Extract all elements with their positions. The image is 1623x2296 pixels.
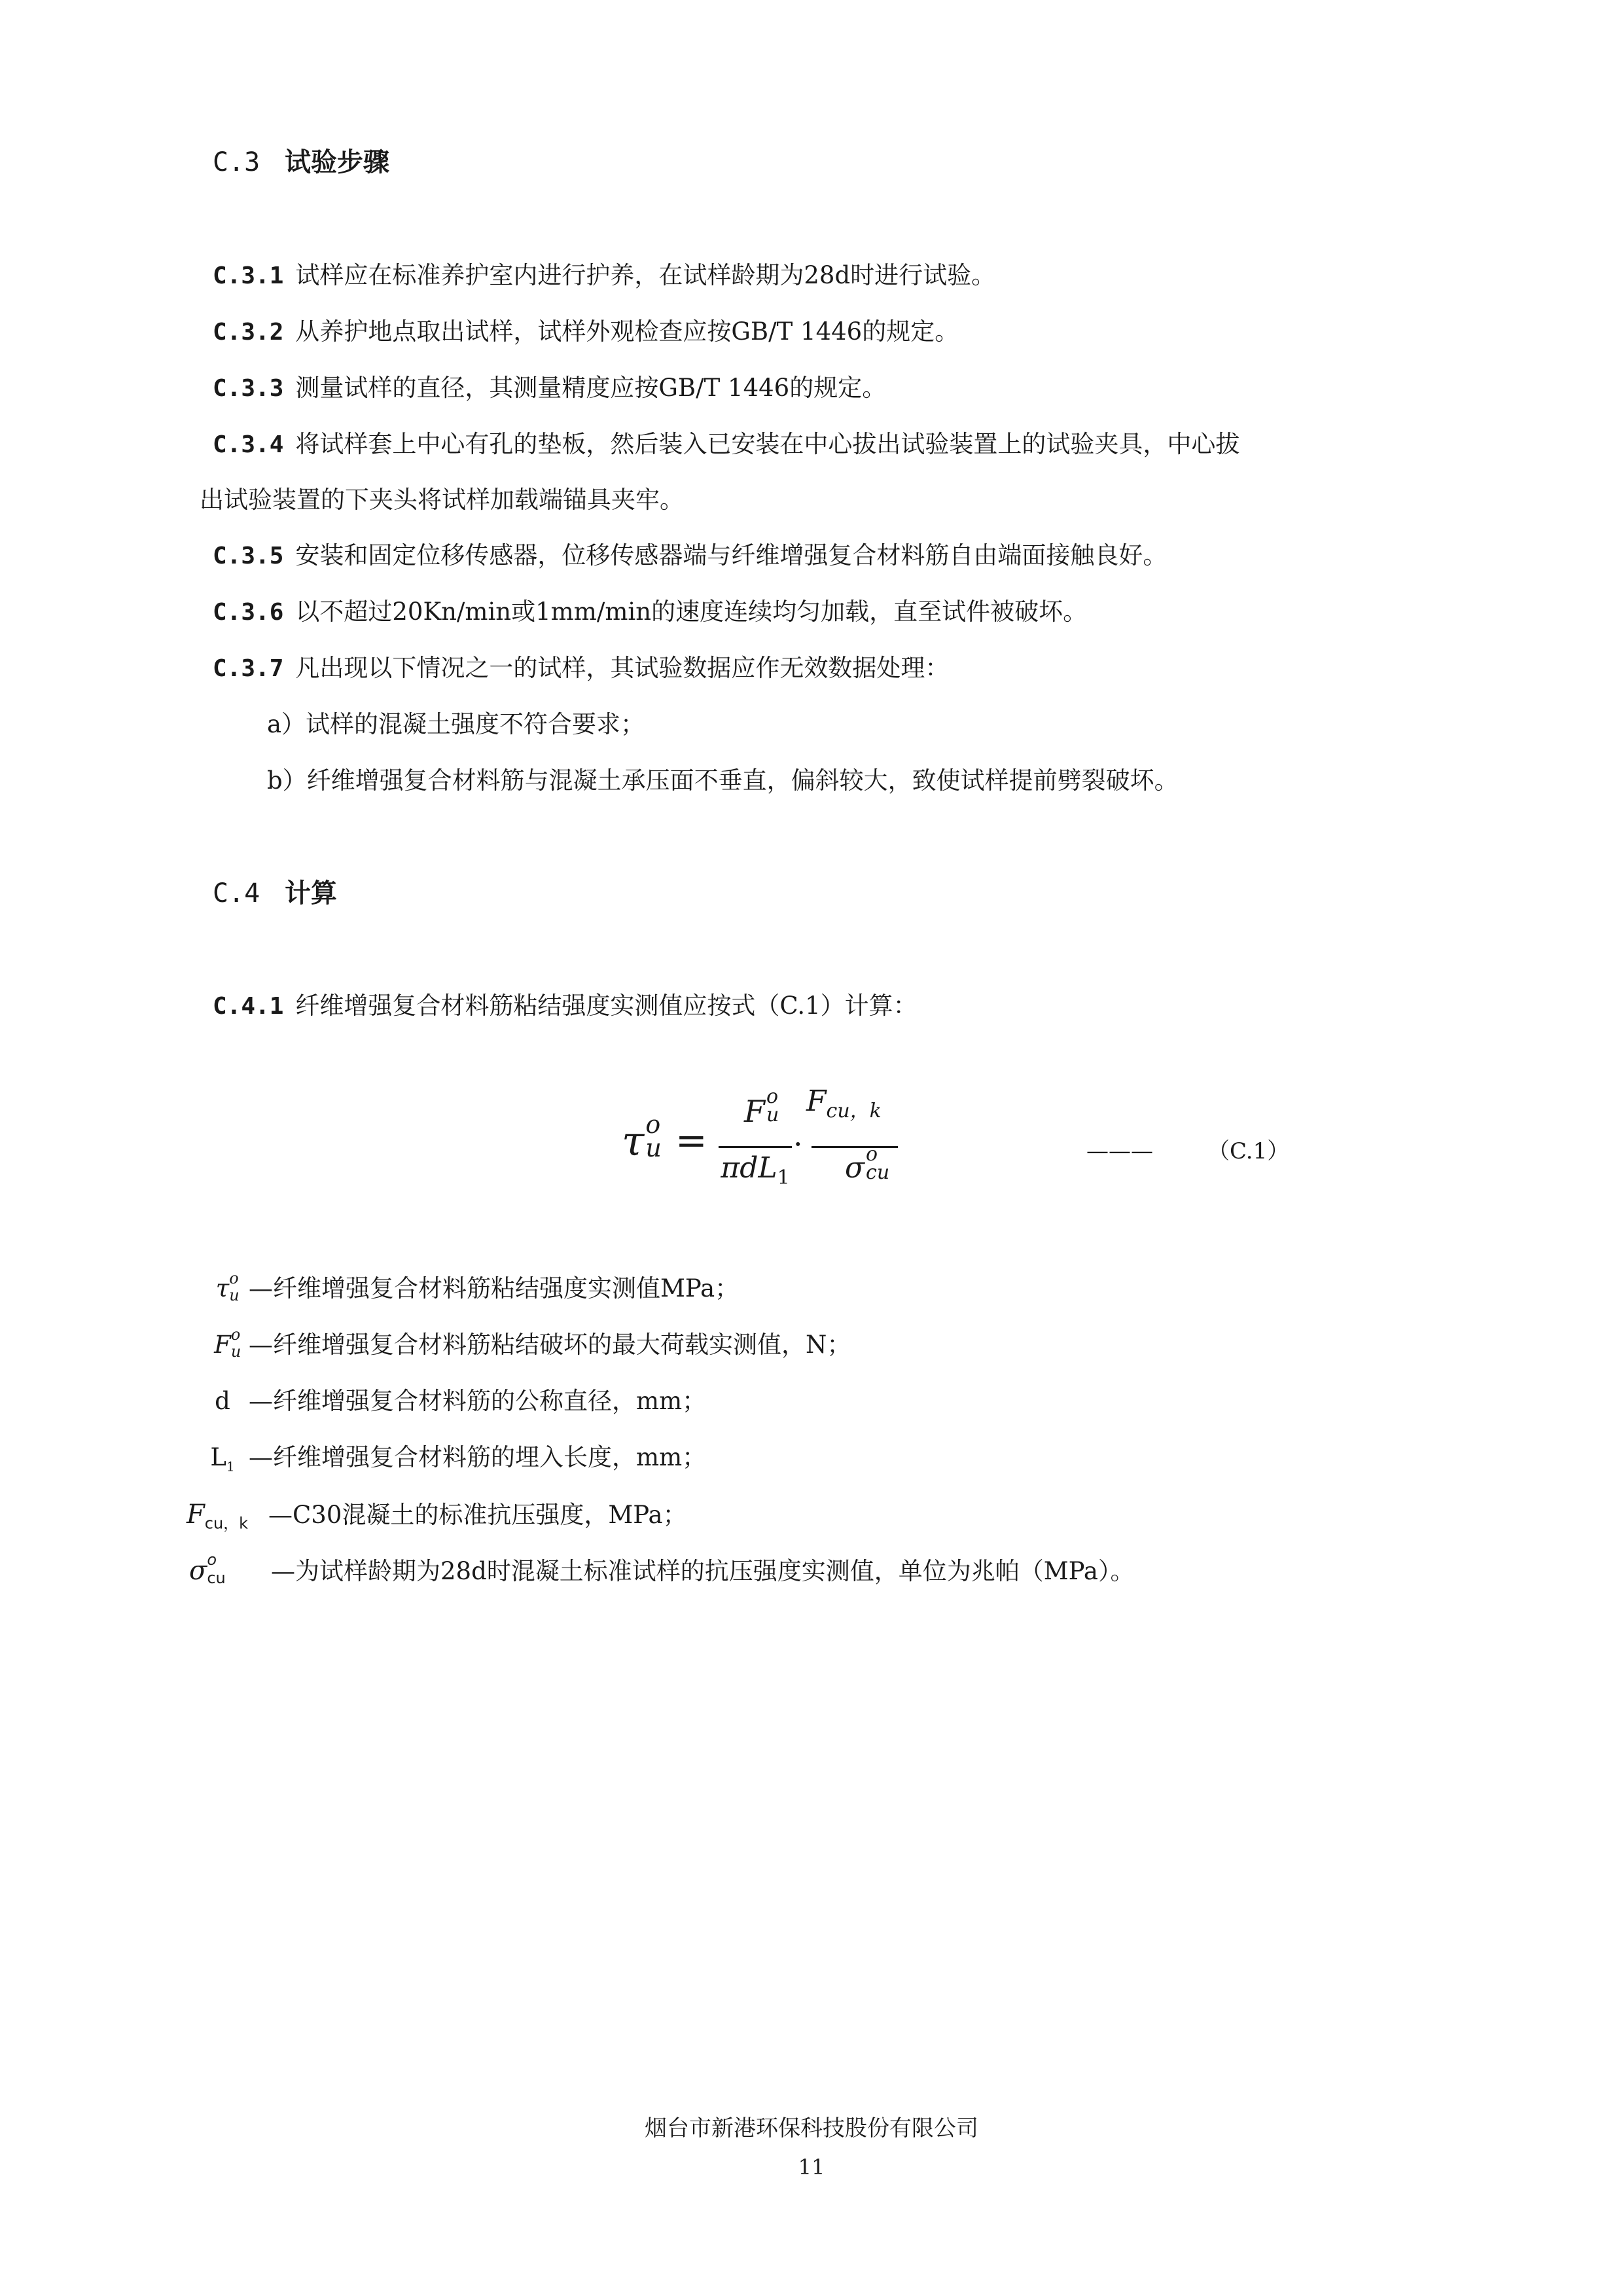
clause-number: C.3.6	[213, 599, 284, 626]
definition-fu	[196, 1325, 851, 1361]
clause-text: 将试样套上中心有孔的垫板，然后装入已安装在中心拔出试验装置上的试验夹具，中心拔	[295, 430, 1240, 458]
step-c3-2	[213, 319, 959, 344]
step-c3-7	[213, 656, 949, 681]
definition-d	[196, 1389, 706, 1413]
page-number: 11	[798, 2155, 825, 2179]
symbol: σ o cu	[189, 1551, 226, 1587]
symbol: τ o u	[215, 1269, 240, 1304]
formula-equals: =	[675, 1118, 707, 1162]
sub-item-b: b）纤维增强复合材料筋与混凝土承压面不垂直，偏斜较大，致使试样提前劈裂破坏。	[267, 766, 1179, 795]
definition-text: —纤维增强复合材料筋的公称直径，mm；	[249, 1387, 707, 1415]
clause-text: 测量试样的直径，其测量精度应按GB/T 1446的规定。	[295, 374, 887, 402]
definition-sigma	[187, 1551, 1135, 1587]
definition-fcuk	[187, 1499, 687, 1533]
symbol: F o u	[214, 1325, 241, 1361]
section-heading-c3	[213, 149, 389, 175]
fraction-bar-2	[812, 1146, 898, 1148]
definition-text: —为试样龄期为28d时混凝土标准试样的抗压强度实测值，单位为兆帕（MPa）。	[271, 1557, 1135, 1585]
fraction-bar-1	[719, 1146, 792, 1148]
symbol: d	[215, 1387, 230, 1415]
clause-text: 从养护地点取出试样，试样外观检查应按GB/T 1446的规定。	[295, 317, 959, 346]
step-c3-4	[213, 432, 1240, 457]
step-c3-3	[213, 376, 886, 401]
clause-text: 以不超过20Kn/min或1mm/min的速度连续均匀加载，直至试件被破坏。	[295, 598, 1088, 626]
step-c3-5	[213, 543, 1167, 568]
clause-number: C.3.7	[213, 655, 284, 682]
section-number: C.4	[213, 878, 260, 908]
definition-text: —纤维增强复合材料筋的埋入长度，mm；	[249, 1443, 707, 1471]
sub-item-a: a）试样的混凝土强度不符合要求；	[267, 710, 645, 738]
step-c3-1	[213, 263, 995, 288]
definition-text: —C30混凝土的标准抗压强度，MPa；	[268, 1501, 687, 1529]
symbol: $L_1$	[210, 1443, 235, 1475]
footer-company: 烟台市新港环保科技股份有限公司	[645, 2115, 978, 2142]
step-c3-6	[213, 600, 1087, 624]
clause-text: 凡出现以下情况之一的试样，其试验数据应作无效数据处理：	[295, 654, 950, 682]
clause-number: C.3.5	[213, 543, 284, 569]
symbol: $F_{cu,k}$	[187, 1499, 249, 1533]
section-heading-c4	[213, 880, 337, 906]
step-c3-4-continuation: 出试验装置的下夹头将试样加载端锚具夹牢。	[200, 486, 684, 514]
formula-dot: ·	[793, 1126, 803, 1162]
definition-tau	[196, 1269, 740, 1304]
clause-text: 纤维增强复合材料筋粘结强度实测值应按式（C.1）计算：	[295, 992, 918, 1020]
formula-lhs: τ o u	[622, 1110, 662, 1165]
clause-number: C.3.4	[213, 431, 284, 458]
fraction-1-numerator: F o u	[744, 1085, 779, 1129]
formula-c1	[622, 1083, 916, 1208]
calc-clause-c4-1	[213, 994, 918, 1018]
section-title: 试验步骤	[285, 147, 389, 177]
formula-dash: ———	[1086, 1138, 1153, 1164]
clause-text: 试样应在标准养护室内进行护养，在试样龄期为28d时进行试验。	[295, 261, 996, 289]
definition-text: —纤维增强复合材料筋粘结强度实测值MPa；	[249, 1274, 740, 1302]
definition-l1	[196, 1443, 707, 1475]
clause-text: 安装和固定位移传感器，位移传感器端与纤维增强复合材料筋自由端面接触良好。	[295, 541, 1168, 569]
section-title: 计算	[285, 878, 337, 908]
fraction-2-denominator: σ o cu	[844, 1143, 890, 1185]
clause-number: C.4.1	[213, 993, 284, 1020]
clause-number: C.3.3	[213, 375, 284, 402]
clause-number: C.3.2	[213, 319, 284, 346]
definition-text: —纤维增强复合材料筋粘结破坏的最大荷载实测值，N；	[249, 1331, 851, 1359]
fraction-2-numerator: $F_{cu,k}$	[806, 1085, 882, 1122]
section-number: C.3	[213, 147, 260, 177]
formula-number: （C.1）	[1207, 1138, 1290, 1164]
fraction-1-denominator: πdL$_1$	[721, 1151, 790, 1189]
clause-number: C.3.1	[213, 262, 284, 289]
